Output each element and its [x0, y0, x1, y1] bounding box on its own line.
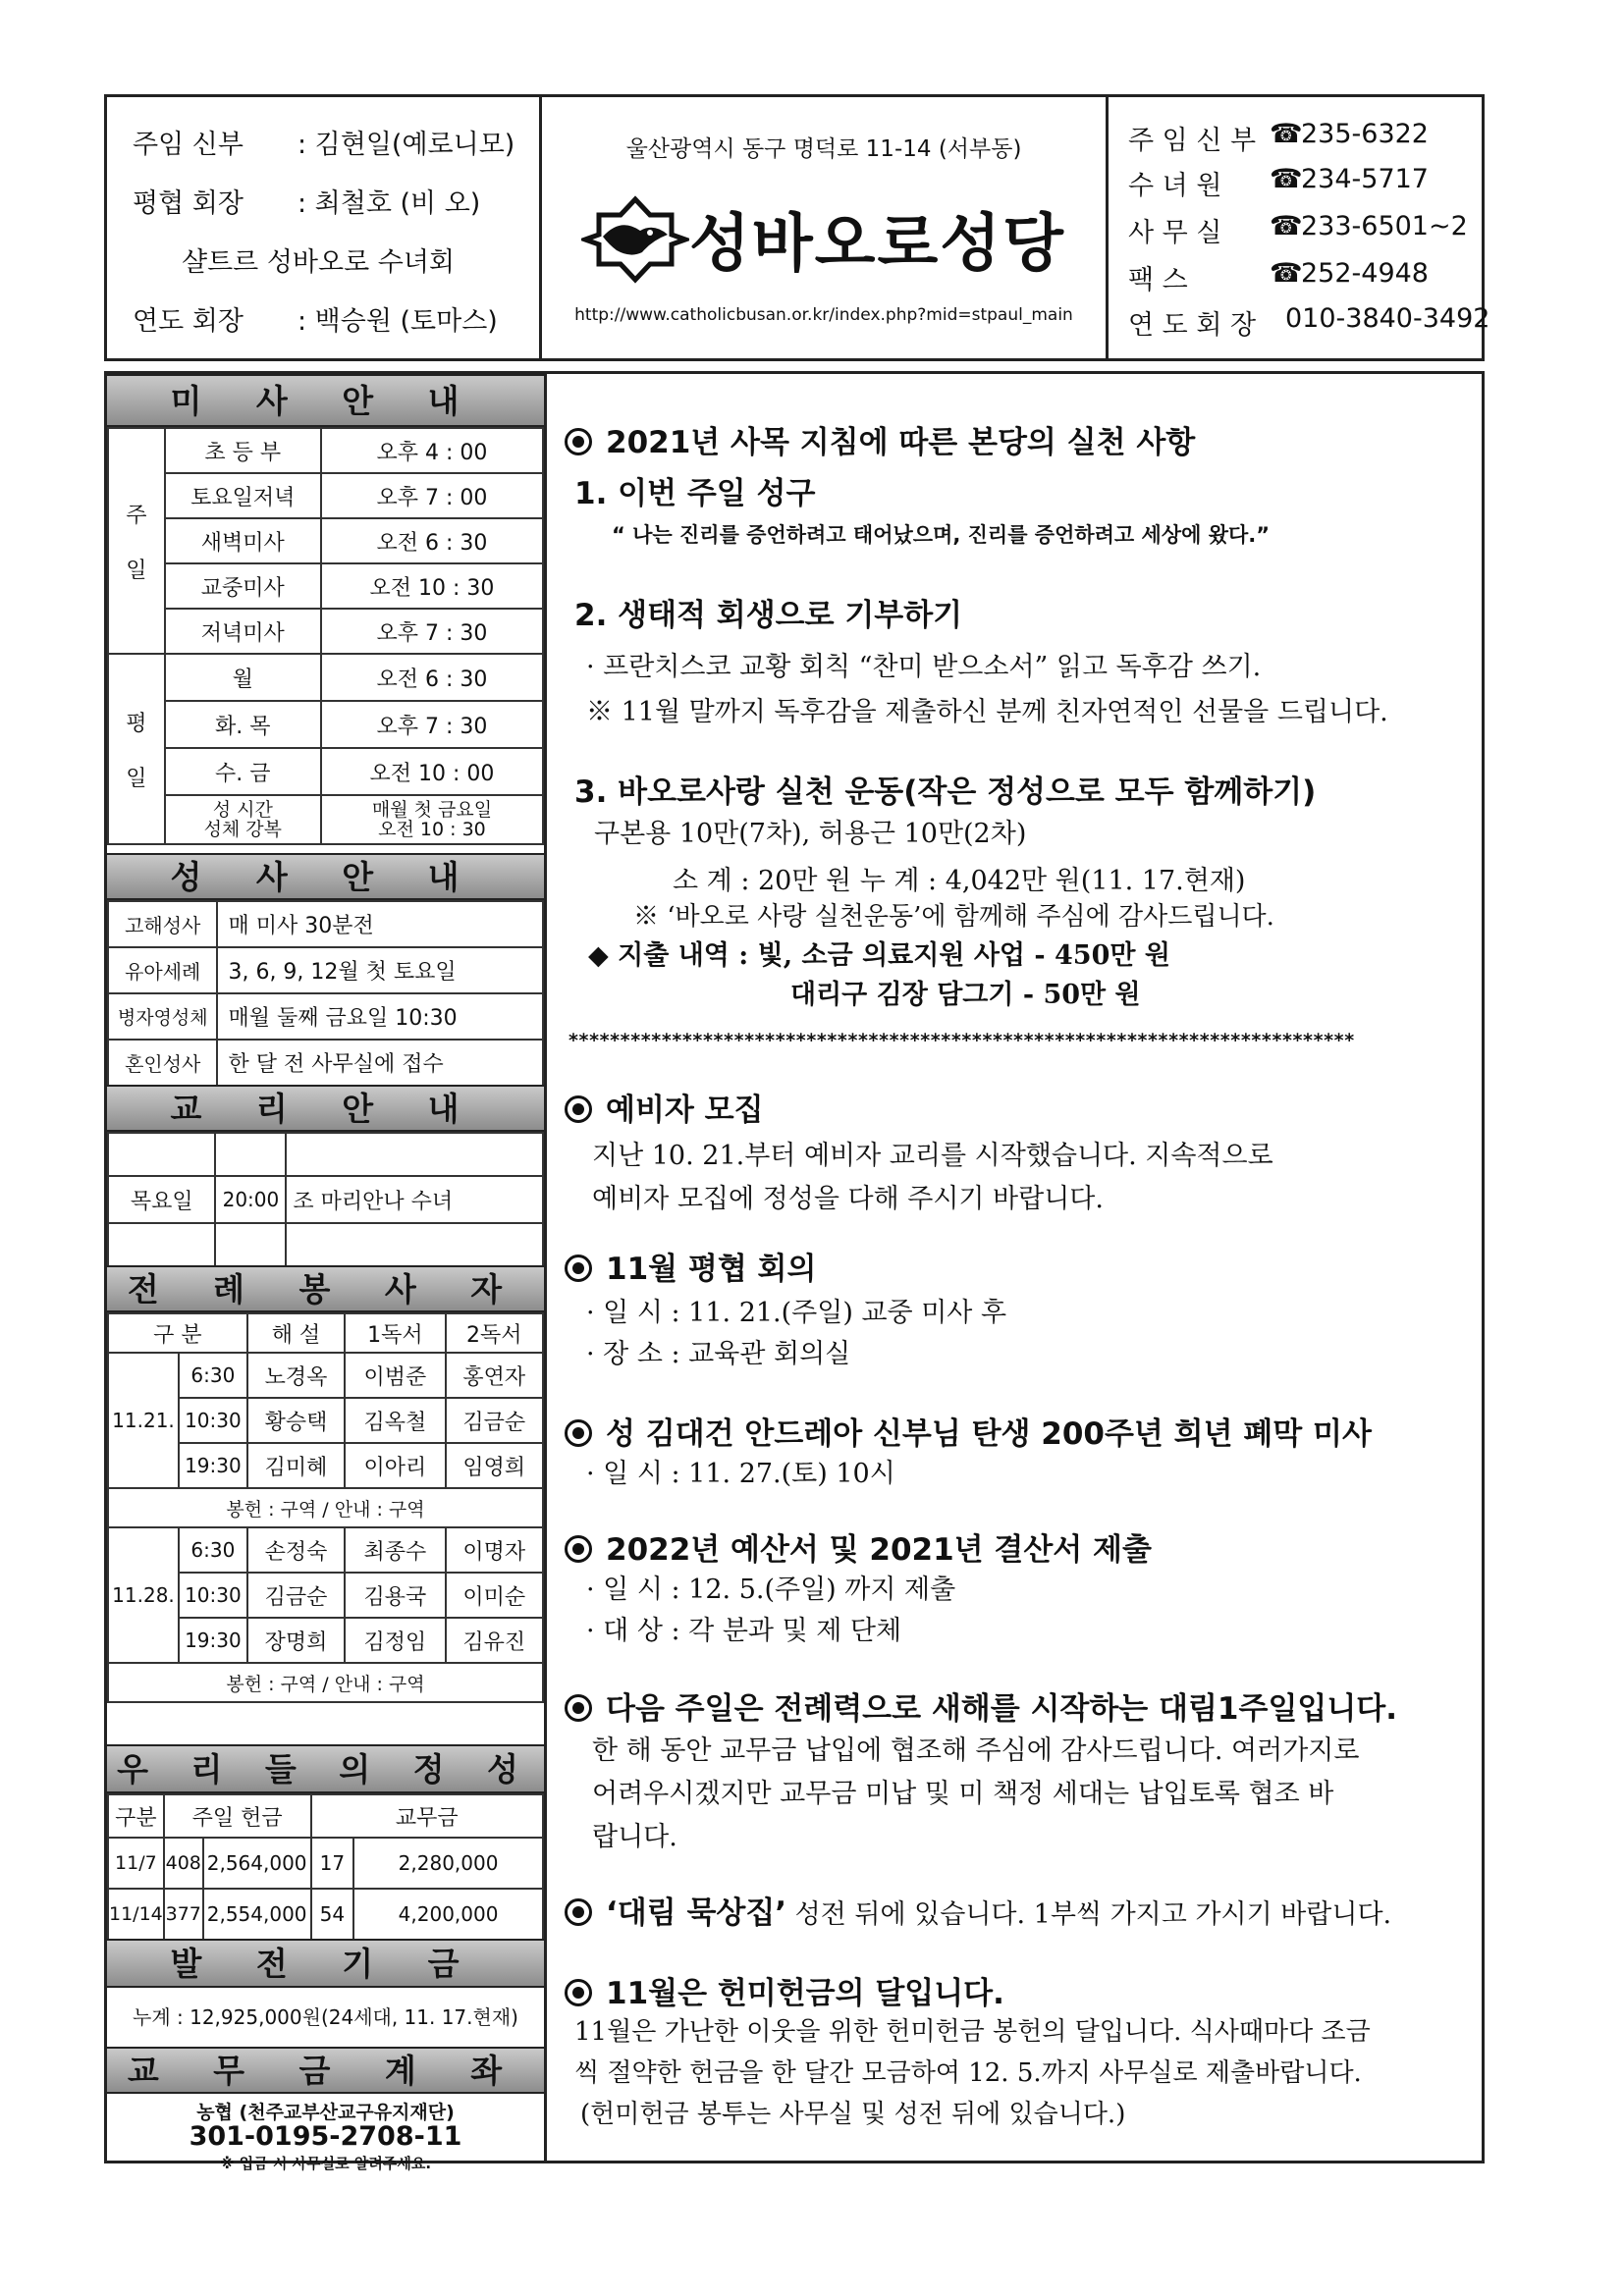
offering-amount: 2,280,000	[353, 1838, 543, 1889]
body-text: (헌미헌금 봉투는 사무실 및 성전 뒤에 있습니다.)	[580, 2100, 1126, 2129]
mass-name: 새벽미사	[165, 518, 321, 563]
server-name: 김미혜	[247, 1443, 345, 1488]
yeondo-value: : 백승원 (토마스)	[298, 306, 498, 337]
server-name: 이미순	[446, 1573, 543, 1618]
mass-time: 오후 4 : 00	[321, 428, 543, 473]
servers-header: 2독서	[446, 1313, 543, 1353]
server-name: 장명희	[247, 1618, 345, 1663]
bullet-icon	[565, 1535, 592, 1563]
servers-table	[107, 1312, 544, 1703]
mass-time: 오전 10 : 30	[321, 563, 543, 609]
servers-time: 6:30	[179, 1353, 247, 1398]
sisters-label: 샬트르 성바오로 수녀회	[182, 247, 455, 278]
body-text: 11월은 가난한 이웃을 위한 헌미헌금 봉헌의 달입니다. 식사때마다 조금	[574, 2017, 1371, 2047]
body-box	[104, 371, 1485, 2172]
mass-time: 오전 6 : 30	[321, 654, 543, 701]
subsection-title: 1. 이번 주일 성구	[574, 476, 816, 511]
sacrament-value: 매 미사 30분전	[217, 901, 543, 947]
body-text: 씩 절약한 헌금을 한 달간 모금하여 12. 5.까지 사무실로 제출바랍니다.	[574, 2058, 1362, 2088]
bullet-icon	[565, 1979, 592, 2006]
mass-name: 수. 금	[165, 748, 321, 795]
servers-header: 1독서	[345, 1313, 445, 1353]
body-text: · 장 소 : 교육관 회의실	[586, 1339, 851, 1369]
sacrament-name: 유아세례	[108, 947, 217, 993]
server-name: 김용국	[345, 1573, 445, 1618]
address: 울산광역시 동구 명덕로 11-14 (서부동)	[625, 136, 1022, 162]
mass-name: 성 시간 성체 강복	[165, 795, 321, 844]
account-note: ※ 입금 시 사무실로 알려주세요.	[219, 2155, 432, 2172]
phone-icon: ☎	[1270, 164, 1303, 194]
body-text: · 대 상 : 각 분과 및 제 단체	[586, 1616, 902, 1646]
bullet-icon	[565, 1419, 592, 1447]
section-title: ‘대림 묵상집’ 성전 뒤에 있습니다. 1부씩 가지고 가시기 바랍니다.	[565, 1888, 1391, 1932]
body-text: 랍니다.	[592, 1822, 677, 1852]
yeondo-label: 연도 회장	[133, 306, 244, 337]
servers-time: 6:30	[179, 1527, 247, 1573]
mass-time: 오전 6 : 30	[321, 518, 543, 563]
section-title: 성 김대건 안드레아 신부님 탄생 200주년 희년 폐막 미사	[565, 1409, 1372, 1453]
mass-time: 매월 첫 금요일 오전 10 : 30	[321, 795, 543, 844]
mass-time: 오전 10 : 00	[321, 748, 543, 795]
body-text: 구본용 10만(7차), 허용근 10만(2차)	[594, 819, 1027, 849]
offering-header: 주일 헌금	[164, 1794, 311, 1838]
servers-title: 전 례 봉 사 자	[107, 1265, 544, 1312]
mass-time: 오후 7 : 30	[321, 609, 543, 654]
servers-note: 봉헌 : 구역 / 안내 : 구역	[108, 1488, 543, 1527]
doctrine-table	[107, 1132, 544, 1267]
offering-title: 우 리 들 의 정 성	[107, 1744, 544, 1793]
contact-label: 연 도 회 장	[1128, 310, 1257, 341]
sunday-label: 주 일	[108, 428, 165, 654]
offering-header: 구분	[108, 1794, 164, 1838]
body-text: 지난 10. 21.부터 예비자 교리를 시작했습니다. 지속적으로	[592, 1141, 1273, 1171]
server-name: 이아리	[345, 1443, 445, 1488]
body-text: 예비자 모집에 정성을 다해 주시기 바랍니다.	[592, 1184, 1104, 1214]
doctrine-time: 20:00	[215, 1176, 286, 1223]
servers-time: 19:30	[179, 1443, 247, 1488]
sacrament-value: 3, 6, 9, 12월 첫 토요일	[217, 947, 543, 993]
offering-count: 377	[164, 1889, 203, 1940]
sacrament-value: 한 달 전 사무실에 접수	[217, 1040, 543, 1086]
sacrament-title: 성 사 안 내	[107, 853, 544, 900]
offering-count: 54	[311, 1889, 354, 1940]
section-title: 예비자 모집	[565, 1085, 764, 1129]
phone-icon: ☎	[1270, 119, 1303, 149]
servers-note: 봉헌 : 구역 / 안내 : 구역	[108, 1663, 543, 1702]
server-name: 김옥철	[345, 1398, 445, 1443]
offering-amount: 2,554,000	[203, 1889, 311, 1940]
contact-value: 010-3840-3492	[1285, 303, 1490, 334]
servers-date: 11.28.	[108, 1527, 179, 1663]
fund-title: 발 전 기 금	[107, 1939, 544, 1988]
mass-name: 화. 목	[165, 701, 321, 748]
contact-label: 수 녀 원	[1128, 171, 1222, 201]
contact-value: 233-6501~2	[1301, 211, 1468, 241]
account-bank: 농협 (천주교부산교구유지재단)	[196, 2102, 455, 2123]
body-text: 어려우시겠지만 교무금 미납 및 미 책정 세대는 납입토록 협조 바	[592, 1779, 1334, 1809]
account-title: 교 무 금 계 좌	[107, 2047, 544, 2094]
servers-time: 19:30	[179, 1618, 247, 1663]
offering-table	[107, 1793, 544, 1941]
section-title: 11월 평협 회의	[565, 1244, 816, 1288]
mass-name: 교중미사	[165, 563, 321, 609]
body-text: ※ ‘바오로 사랑 실천운동’에 함께해 주심에 감사드립니다.	[633, 902, 1274, 932]
mass-name: 토요일저녁	[165, 473, 321, 518]
section-title: 11월은 헌미헌금의 달입니다.	[565, 1968, 1004, 2012]
fund-total: 누계 : 12,925,000원(24세대, 11. 17.현재)	[133, 2005, 518, 2029]
council-value: : 최철호 (비 오)	[298, 188, 481, 219]
mass-title: 미 사 안 내	[107, 374, 544, 427]
server-name: 김금순	[247, 1573, 345, 1618]
mass-name: 월	[165, 654, 321, 701]
offering-header: 교무금	[311, 1794, 543, 1838]
body-text: 한 해 동안 교무금 납입에 협조해 주심에 감사드립니다. 여러가지로	[592, 1735, 1360, 1766]
sacrament-table	[107, 900, 544, 1087]
subsection-title: 2. 생태적 회생으로 기부하기	[574, 598, 963, 633]
sacrament-value: 매월 둘째 금요일 10:30	[217, 993, 543, 1040]
phone-icon: ☎	[1270, 258, 1303, 289]
sacrament-name: 혼인성사	[108, 1040, 217, 1086]
offering-date: 11/14	[108, 1889, 164, 1940]
mass-name: 저녁미사	[165, 609, 321, 654]
body-text: ※ 11월 말까지 독후감을 제출하신 분께 친자연적인 선물을 드립니다.	[586, 697, 1388, 727]
server-name: 김금순	[446, 1398, 543, 1443]
servers-header: 해 설	[247, 1313, 345, 1353]
offering-amount: 4,200,000	[353, 1889, 543, 1940]
pastor-label: 주임 신부	[133, 130, 244, 160]
servers-time: 10:30	[179, 1398, 247, 1443]
doctrine-title: 교 리 안 내	[107, 1085, 544, 1132]
sacrament-name: 고해성사	[108, 901, 217, 947]
body-text: ◆ 지출 내역 : 빛, 소금 의료지원 사업 - 450만 원	[588, 940, 1170, 971]
body-text: 대리구 김장 담그기 - 50만 원	[790, 980, 1141, 1010]
sidebar	[107, 374, 547, 2172]
server-name: 이범준	[345, 1353, 445, 1398]
contact-label: 팩 스	[1128, 265, 1188, 295]
contact-value: 234-5717	[1301, 164, 1429, 194]
church-logo-icon	[581, 195, 689, 284]
server-name: 홍연자	[446, 1353, 543, 1398]
contact-value: 252-4948	[1301, 258, 1429, 289]
contact-label: 사 무 실	[1128, 218, 1222, 248]
header-right	[1109, 97, 1490, 358]
sacrament-name: 병자영성체	[108, 993, 217, 1040]
offering-count: 408	[164, 1838, 203, 1889]
bullet-icon	[565, 1898, 592, 1926]
servers-time: 10:30	[179, 1573, 247, 1618]
church-url[interactable]: http://www.catholicbusan.or.kr/index.php?mid=stpaul_main	[574, 305, 1073, 325]
server-name: 임영희	[446, 1443, 543, 1488]
pastor-value: : 김현일(예로니모)	[298, 130, 515, 160]
server-name: 노경옥	[247, 1353, 345, 1398]
offering-amount: 2,564,000	[203, 1838, 311, 1889]
bullet-icon	[565, 1694, 592, 1722]
mass-name: 초 등 부	[165, 428, 321, 473]
header-center	[542, 97, 1106, 358]
contact-value: 235-6322	[1301, 119, 1429, 149]
body-text: · 프란치스코 교황 회칙 “찬미 받으소서” 읽고 독후감 쓰기.	[586, 652, 1262, 682]
subsection-title: 3. 바오로사랑 실천 운동(작은 정성으로 모두 함께하기)	[574, 774, 1317, 810]
section-title: 2021년 사목 지침에 따른 본당의 실천 사항	[565, 417, 1195, 461]
main-content	[547, 374, 1482, 2161]
section-title: 다음 주일은 전례력으로 새해를 시작하는 대림1주일입니다.	[565, 1683, 1397, 1728]
body-text: · 일 시 : 11. 21.(주일) 교중 미사 후	[586, 1298, 1007, 1328]
mass-time: 오후 7 : 30	[321, 701, 543, 748]
doctrine-teacher: 조 마리안나 수녀	[286, 1176, 543, 1223]
mass-time: 오후 7 : 00	[321, 473, 543, 518]
doctrine-day: 목요일	[108, 1176, 215, 1223]
council-label: 평협 회장	[133, 188, 244, 219]
server-name: 이명자	[446, 1527, 543, 1573]
servers-header: 구 분	[108, 1313, 247, 1353]
contact-label: 주 임 신 부	[1128, 126, 1257, 156]
server-name: 김유진	[446, 1618, 543, 1663]
header-left	[107, 97, 539, 358]
bullet-icon	[565, 428, 592, 455]
server-name: 최종수	[345, 1527, 445, 1573]
offering-count: 17	[311, 1838, 354, 1889]
header-box	[104, 94, 1490, 361]
server-name: 손정숙	[247, 1527, 345, 1573]
servers-date: 11.21.	[108, 1353, 179, 1488]
mass-table	[107, 427, 544, 845]
body-text: 소 계 : 20만 원 누 계 : 4,042만 원(11. 17.현재)	[673, 866, 1246, 896]
scripture-quote: “ 나는 진리를 증언하려고 태어났으며, 진리를 증언하려고 세상에 왔다.”	[612, 523, 1271, 547]
account-number: 301-0195-2708-11	[189, 2121, 462, 2152]
phone-icon: ☎	[1270, 211, 1303, 241]
body-text: · 일 시 : 12. 5.(주일) 까지 제출	[586, 1575, 956, 1605]
bullet-icon	[565, 1255, 592, 1282]
weekday-label: 평 일	[108, 654, 165, 844]
body-text: · 일 시 : 11. 27.(토) 10시	[586, 1459, 895, 1489]
bullet-icon	[565, 1095, 592, 1123]
section-title: 2022년 예산서 및 2021년 결산서 제출	[565, 1524, 1152, 1569]
church-name: 성바오로성당	[689, 208, 1065, 281]
server-name: 김정임	[345, 1618, 445, 1663]
server-name: 황승택	[247, 1398, 345, 1443]
offering-date: 11/7	[108, 1838, 164, 1889]
divider: ****************************************************************************	[568, 1030, 1355, 1051]
